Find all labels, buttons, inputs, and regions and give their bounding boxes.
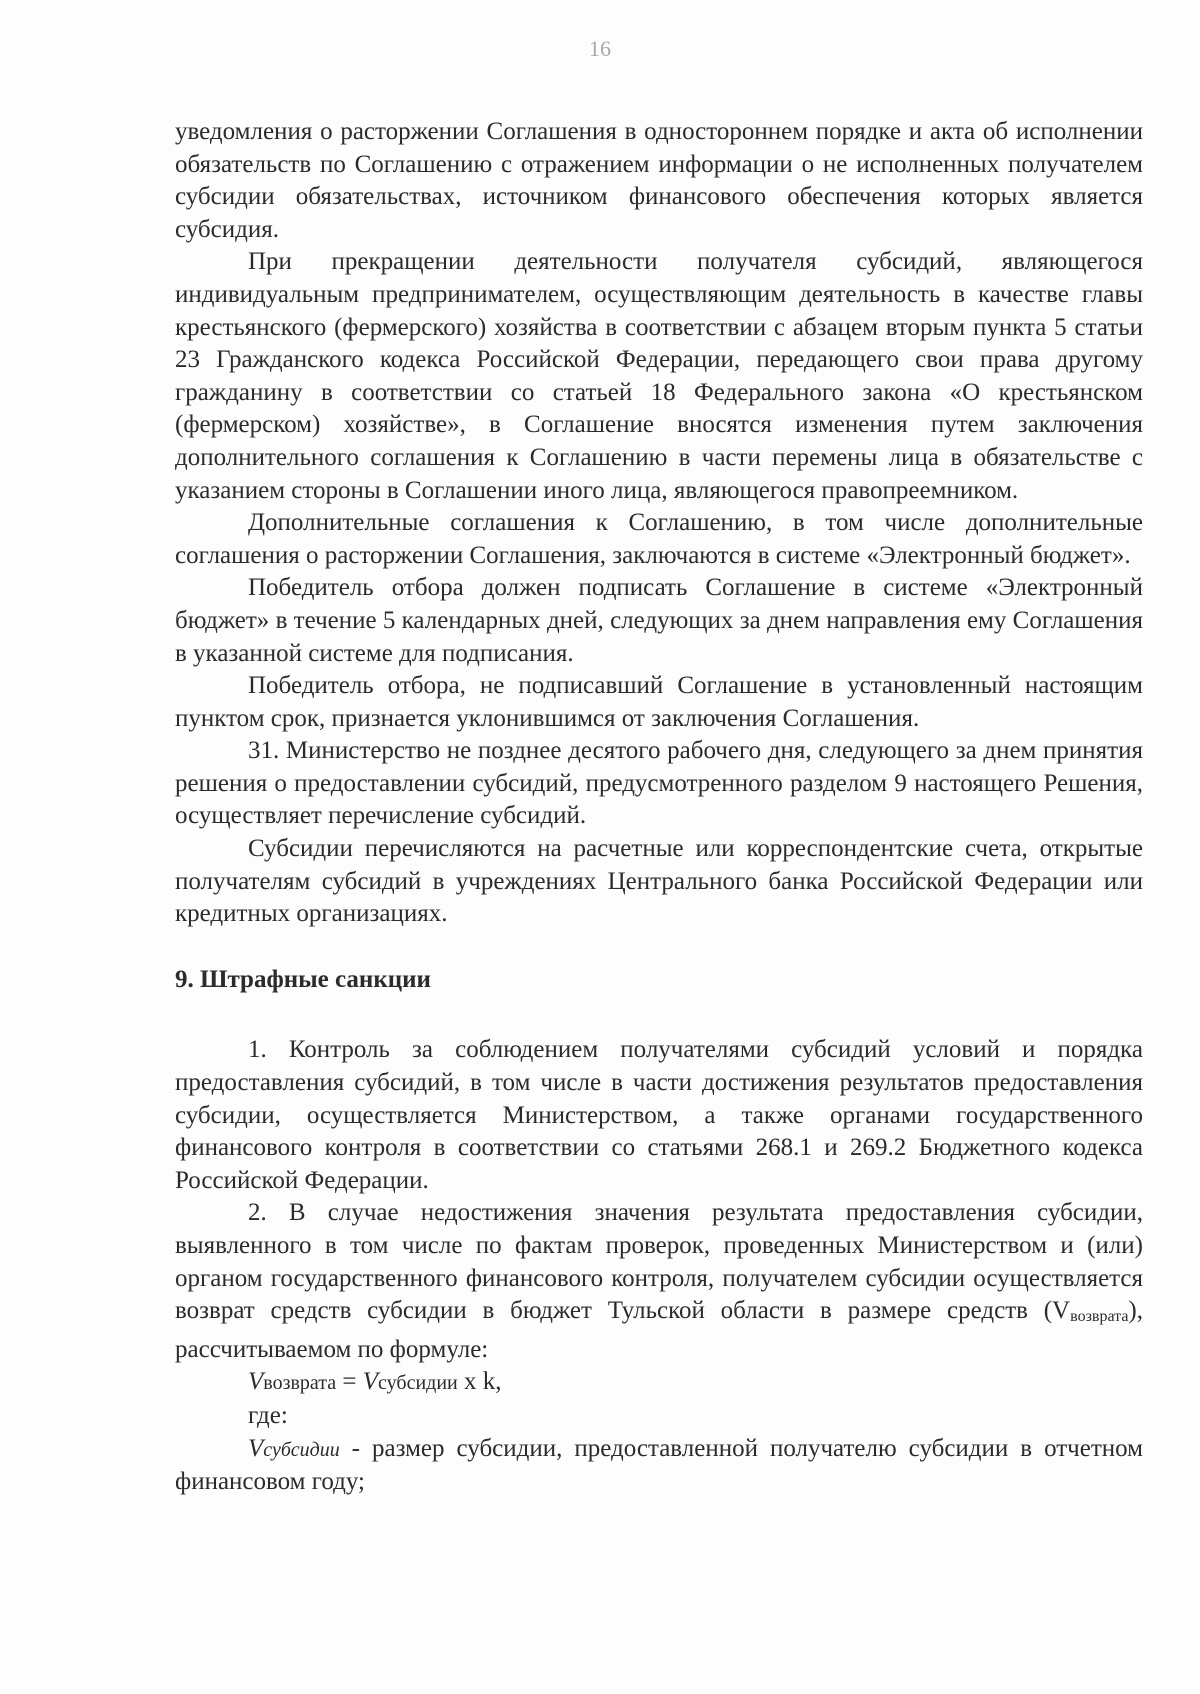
formula-variable: V bbox=[248, 1368, 264, 1396]
definition-variable: V bbox=[248, 1434, 264, 1462]
paragraph: Победитель отбора, не подписавший Соглашение в установленный настоящим пунктом срок, признается уклонившимся от заключения Соглашения. bbox=[175, 672, 1143, 732]
paragraph-refund-condition bbox=[175, 1197, 1143, 1366]
formula-variable: V bbox=[362, 1368, 379, 1396]
paragraph: При прекращении деятельности получателя субсидий, являющегося индивидуальным предпринимателем, осуществляющим деятельность в качестве главы крестьянского (фермерского) хозяйства в соответствии с абзацем вторым пункта 5 статьи 23 Гражданского кодекса Российской Федерации, передающего свои права другому гражданину в соответствии со статьей 18 Федерального закона «О крестьянском (фермерском) хозяйстве», в Соглашение вносятся изменения путем заключения дополнительного соглашения к Соглашению в части перемены лица в обязательстве с указанием стороны в Соглашении иного лица, являющегося правопреемником. bbox=[175, 248, 1143, 504]
definition-subscript: субсидии bbox=[263, 1438, 340, 1461]
section-heading: 9. Штрафные санкции bbox=[175, 965, 431, 993]
definition bbox=[175, 1433, 1143, 1499]
where-label: где: bbox=[248, 1401, 288, 1429]
formula-subscript: субсидии bbox=[378, 1372, 458, 1395]
formula-equals: = bbox=[336, 1368, 363, 1396]
subscript: возврата bbox=[1070, 1308, 1129, 1326]
paragraph: Победитель отбора должен подписать Соглашение в системе «Электронный бюджет» в течение 5 календарных дней, следующих за днем направления ему Соглашения в указанной системе для подписания. bbox=[175, 574, 1143, 667]
paragraph: уведомления о расторжении Соглашения в одностороннем порядке и акта об исполнении обязательств по Соглашению с отражением информации о не исполненных получателем субсидии обязательствах, источником финансового обеспечения которых является субсидия. bbox=[175, 118, 1143, 243]
paragraph: 1. Контроль за соблюдением получателями субсидий условий и порядка предоставления субсидий, в том числе в части достижения результатов предоставления субсидии, осуществляется Министерством, а также органами государственного финансового контроля в соответствии со статьями 268.1 и 269.2 Бюджетного кодекса Российской Федерации. bbox=[175, 1036, 1143, 1194]
page-number: 16 bbox=[589, 36, 611, 61]
paragraph-text: ), рассчитываемом по формуле: bbox=[175, 1297, 1143, 1363]
paragraph-text: 2. В случае недостижения значения результата предоставления субсидии, выявленного в том числе по фактам проверок, проведенных Министерством и (или) органом государственного финансового контроля, получателем субсидии осуществляется возврат средств субсидии в бюджет Тульской области в размере средств (V bbox=[175, 1199, 1143, 1325]
document-body bbox=[175, 116, 1143, 1499]
paragraph: Дополнительные соглашения к Соглашению, в том числе дополнительные соглашения о расторжении Соглашения, заключаются в системе «Электронный бюджет». bbox=[175, 509, 1143, 569]
formula bbox=[175, 1366, 1143, 1400]
formula-subscript: возврата bbox=[263, 1372, 337, 1395]
paragraph: Субсидии перечисляются на расчетные или корреспондентские счета, открытые получателям субсидий в учреждениях Центрального банка Российской Федерации или кредитных организациях. bbox=[175, 835, 1143, 928]
formula-rest: x k, bbox=[457, 1368, 502, 1396]
definition-text: - размер субсидии, предоставленной получателю субсидии в отчетном финансовом году; bbox=[175, 1434, 1143, 1496]
paragraph: 31. Министерство не позднее десятого рабочего дня, следующего за днем принятия решения о предоставлении субсидий, предусмотренного разделом 9 настоящего Решения, осуществляет перечисление субсидий. bbox=[175, 737, 1143, 830]
